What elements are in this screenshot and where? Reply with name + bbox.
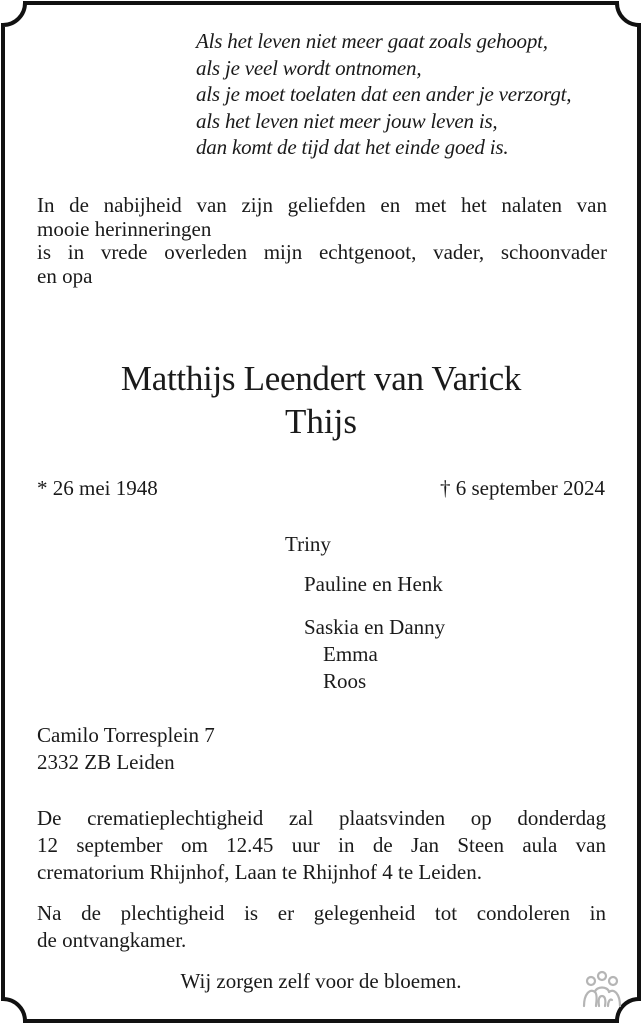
ceremony-line: crematorium Rhijnhof, Laan te Rhijnhof 4 te Leiden.: [37, 860, 482, 884]
poem-line: Als het leven niet meer gaat zoals gehoopt,: [196, 29, 548, 53]
condolence-line: Na de plechtigheid is er gelegenheid tot condoleren in: [37, 901, 606, 925]
condolence-line: de ontvangkamer.: [37, 928, 187, 952]
intro-line: en opa: [37, 263, 93, 288]
flowers-note: Wij zorgen zelf voor de bloemen.: [180, 969, 462, 993]
ceremony-line: De crematieplechtigheid zal plaatsvinden op donderdag: [37, 806, 606, 830]
home-address: [37, 722, 215, 776]
grandchild-name: Emma: [323, 642, 378, 666]
poem-line: als je veel wordt ontnomen,: [196, 55, 422, 80]
poem-line: als het leven niet meer jouw leven is,: [196, 108, 498, 133]
intro-line: In de nabijheid van zijn geliefden en met het nalaten van: [37, 193, 607, 217]
condolence-info: [37, 900, 606, 954]
deceased-nickname: Thijs: [285, 402, 357, 441]
ceremony-line: 12 september om 12.45 uur in de Jan Steen aula van: [37, 833, 606, 857]
spouse-name: Triny: [285, 532, 331, 556]
intro-text: [37, 194, 607, 288]
child-couple: Pauline en Henk: [304, 572, 443, 596]
people-group-icon: [582, 970, 622, 1010]
child-couple: Saskia en Danny: [304, 615, 446, 639]
intro-line: mooie herinneringen: [37, 216, 212, 241]
ceremony-details: [37, 805, 606, 886]
intro-line: is in vrede overleden mijn echtgenoot, vader, schoonvader: [37, 240, 607, 264]
death-date: † 6 september 2024: [439, 476, 605, 500]
poem: [196, 28, 571, 161]
poem-line: dan komt de tijd dat het einde goed is.: [196, 135, 509, 159]
address-street: Camilo Torresplein 7: [37, 723, 215, 747]
deceased-full-name: Matthijs Leendert van Varick: [120, 359, 522, 398]
grandchild-name: Roos: [323, 669, 367, 693]
address-city: 2332 ZB Leiden: [37, 750, 175, 774]
birth-date: * 26 mei 1948: [37, 476, 158, 500]
poem-line: als je moet toelaten dat een ander je verzorgt,: [196, 82, 572, 106]
